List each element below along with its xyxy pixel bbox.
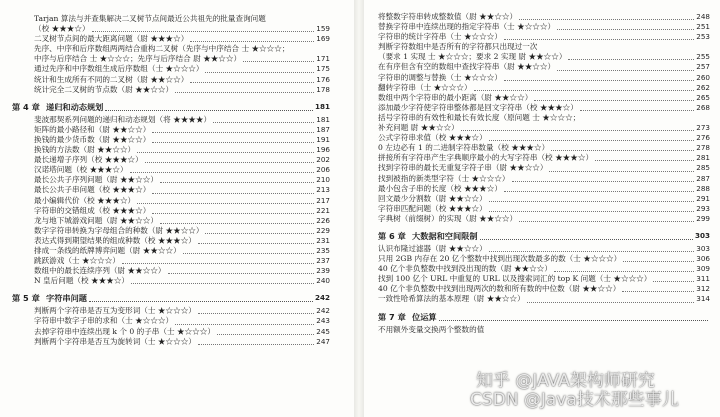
page-number: 311 — [696, 274, 710, 284]
toc-entry-title: 替换字符串中连续出现的指定字符串（士 ★☆☆☆） — [378, 22, 556, 32]
leader-dots — [137, 203, 314, 204]
leader-dots — [622, 291, 694, 292]
toc-entry — [12, 196, 330, 206]
page-number: 242 — [314, 293, 330, 303]
toc-entry-title: 统计完全二叉树的节点数（尉 ★★☆☆） — [34, 84, 174, 94]
page-number: 278 — [696, 143, 710, 153]
page-number: 176 — [316, 74, 330, 84]
toc-entry — [12, 236, 330, 246]
chapter-heading — [12, 99, 330, 113]
toc-entry — [378, 62, 710, 72]
watermark-line-2: CSDN @Java技术那些事儿 — [470, 390, 679, 410]
toc-entry — [378, 294, 710, 304]
leader-dots — [580, 110, 694, 111]
leader-dots — [160, 223, 314, 224]
toc-entry-title: Tarjan 算法与并查集解决二叉树节点间最近公共祖先的批量查询问题 — [34, 14, 266, 23]
leader-dots — [175, 324, 314, 325]
leader-dots — [461, 130, 695, 131]
page-number: 159 — [316, 24, 330, 34]
toc-entry-title: 数组中的最长连续序列（尉 ★★☆☆） — [34, 266, 166, 276]
toc-entry — [12, 115, 330, 125]
toc-entry — [378, 244, 710, 254]
page-number: 245 — [316, 326, 330, 336]
leader-dots — [504, 39, 694, 40]
toc-entry — [12, 327, 330, 337]
toc-entry-title: 判断字符数组中是否所有的字符都只出现过一次 — [378, 42, 538, 52]
leader-dots — [198, 313, 314, 314]
page-number: 273 — [696, 123, 710, 133]
toc-entry-title: 龙与地下城游戏问题（尉 ★★☆☆） — [34, 215, 158, 225]
leader-dots — [554, 271, 694, 272]
toc-entry-title: 字符串的统计字符串（士 ★☆☆☆） — [378, 32, 502, 42]
toc-entry-title: 最长公共子序列问题（尉 ★★☆☆） — [34, 175, 158, 185]
toc-entry-title: 表达式得到期望结果的组成种数（校 ★★★☆） — [34, 235, 196, 245]
toc-entry — [378, 184, 710, 194]
page-number: 293 — [696, 203, 710, 213]
toc-entry-title: 公式字符串求值（校 ★★★☆） — [378, 133, 487, 143]
page-number: 299 — [696, 213, 710, 223]
toc-entry — [12, 145, 330, 155]
toc-entry — [12, 185, 330, 195]
leader-dots — [152, 193, 314, 194]
chapter-number: 第 4 章 — [12, 101, 40, 112]
page-number: 257 — [696, 62, 710, 72]
right-page — [364, 0, 720, 417]
toc-entry — [378, 163, 710, 173]
leader-dots — [198, 243, 314, 244]
toc-entry — [378, 214, 710, 224]
book-gutter — [354, 0, 364, 417]
leader-dots — [504, 80, 694, 81]
toc-entry-title: 斐波那契系列问题的递归和动态规划（将 ★★★★） — [34, 114, 212, 124]
page-number: 191 — [316, 134, 330, 144]
toc-entry-title: 数字字符串转换为字母组合的种数（尉 ★★☆☆） — [34, 225, 204, 235]
leader-dots — [568, 59, 694, 60]
toc-entry-title: 矩阵的最小路径和（尉 ★★☆☆） — [34, 124, 151, 134]
page-number: 291 — [696, 193, 710, 203]
page-number: 303 — [696, 243, 710, 253]
toc-entry — [378, 274, 710, 284]
leader-dots — [519, 221, 694, 222]
toc-entry — [12, 135, 330, 145]
leader-dots — [489, 140, 695, 141]
leader-dots — [89, 301, 313, 302]
page-number: 253 — [696, 32, 710, 42]
toc-entry-title: 数组中两个字符串的最小距离（尉 ★★☆☆） — [378, 92, 533, 102]
leader-dots — [145, 162, 315, 163]
page-number: 265 — [696, 92, 710, 102]
page-number: 178 — [316, 84, 330, 94]
toc-entry — [378, 204, 710, 214]
page-number: 287 — [696, 173, 710, 183]
chapter-heading — [378, 309, 710, 323]
watermark — [470, 371, 679, 410]
page-number: 237 — [316, 256, 330, 266]
toc-entry-title: 字符串的调整与替换（士 ★☆☆☆） — [378, 72, 502, 82]
page-number: 187 — [316, 124, 330, 134]
leader-dots — [183, 253, 315, 254]
toc-entry — [378, 93, 710, 103]
toc-entry — [378, 12, 710, 22]
toc-entry-title: N 皇后问题（校 ★★★☆） — [34, 276, 130, 286]
toc-entry — [378, 73, 710, 83]
page-number: 210 — [316, 175, 330, 185]
toc-entry — [12, 64, 330, 74]
chapter-number: 第 7 章 — [378, 311, 406, 322]
toc-entry — [12, 34, 330, 44]
toc-entry-title: 先序、中序和后序数组两两结合重构二叉树（先序与中序结合 士 ★☆☆☆； — [34, 44, 290, 54]
toc-entry-title: 找到被指的新类型字符（士 ★☆☆☆） — [378, 173, 510, 183]
toc-entry-title: 翻转字符串（士 ★☆☆☆） — [378, 82, 472, 92]
toc-entry — [378, 133, 710, 143]
toc-entry — [12, 256, 330, 266]
leader-dots — [653, 281, 694, 282]
leader-dots — [534, 100, 694, 101]
leader-dots — [217, 334, 314, 335]
toc-entry — [378, 174, 710, 184]
toc-entry-title: 将整数字符串转成整数值（尉 ★★☆☆） — [378, 12, 518, 21]
toc-entry-title: 字典树（前缀树）的实现（尉 ★★☆☆） — [378, 213, 518, 223]
leader-dots — [131, 283, 314, 284]
page-number: 262 — [696, 82, 710, 92]
toc-entry-title: 判断两个字符串是否互为旋转词（士 ★☆☆☆） — [34, 336, 196, 346]
leader-dots — [504, 191, 694, 192]
chapter-heading — [378, 228, 710, 242]
page-number: 285 — [696, 163, 710, 173]
page-number: 314 — [696, 294, 710, 304]
toc-entry — [378, 264, 710, 274]
page-number: 229 — [316, 225, 330, 235]
chapter-title: 大数据和空间限制 — [412, 230, 478, 241]
toc-entry-title: 字符串匹配问题（校 ★★★☆） — [378, 203, 487, 213]
page-number: 242 — [316, 306, 330, 316]
page-number: 312 — [696, 284, 710, 294]
leader-dots — [122, 263, 314, 264]
page-number: 247 — [316, 336, 330, 346]
toc-entry-title: 通过先序和中序数组生成后序数组（士 ★☆☆☆） — [34, 64, 204, 74]
toc-entry-title: 换钱的最少货币数（尉 ★★☆☆） — [34, 134, 151, 144]
toc-entry — [378, 22, 710, 32]
leader-dots — [152, 132, 314, 133]
toc-entry — [12, 165, 330, 175]
leader-dots — [519, 19, 694, 20]
toc-entry-continuation — [378, 52, 710, 62]
page-number: 306 — [696, 254, 710, 264]
leader-dots — [168, 273, 315, 274]
toc-entry-title: 0 左边必有 1 的二进制字符串数量（校 ★★★☆） — [378, 143, 550, 153]
toc-entry-title: 不用额外变量交换两个整数的值 — [378, 324, 485, 334]
chapter-number: 第 5 章 — [12, 293, 40, 304]
toc-entry — [378, 42, 710, 52]
chapter-number: 第 6 章 — [378, 230, 406, 241]
leader-dots — [152, 142, 314, 143]
toc-entry — [378, 143, 710, 153]
toc-entry-title: 找到字符串的最长无重复字符子串（尉 ★★☆☆） — [378, 163, 548, 173]
leader-dots — [175, 92, 314, 93]
leader-dots — [439, 320, 708, 321]
toc-entry-title: （校 ★★★☆） — [34, 24, 90, 34]
toc-entry-title: 排成一条线的纸牌博弈问题（尉 ★★☆☆） — [34, 245, 181, 255]
chapter-title: 位运算 — [412, 311, 437, 322]
toc-entry-title: 最长递增子序列（校 ★★★☆） — [34, 155, 143, 165]
page-number: 239 — [316, 266, 330, 276]
toc-entry-continuation — [12, 24, 330, 34]
page-number: 226 — [316, 215, 330, 225]
toc-entry-title: 添加最少字符使字符串整体都是回文字符串（校 ★★★☆） — [378, 102, 578, 112]
toc-entry-title: 40 亿个非负整数中找到出现两次的数和所有数的中位数（尉 ★★☆☆） — [378, 284, 621, 294]
toc-entry-title: 最小编辑代价（校 ★★★☆） — [34, 195, 136, 205]
toc-entry — [12, 226, 330, 236]
toc-entry-title: 在有序但含有空的数组中查找字符串（尉 ★★☆☆） — [378, 62, 556, 72]
leader-dots — [557, 29, 694, 30]
watermark-line-1: 知乎 @JAVA架构师研究 — [476, 371, 655, 391]
toc-entry — [12, 125, 330, 135]
leader-dots — [190, 82, 314, 83]
toc-entry — [12, 206, 330, 216]
toc-entry — [12, 266, 330, 276]
page-number: 251 — [696, 22, 710, 32]
toc-entry — [12, 155, 330, 165]
leader-dots — [160, 182, 314, 183]
page-number: 171 — [316, 54, 330, 64]
page-number: 276 — [696, 133, 710, 143]
toc-entry-title: 中序与后序结合 士 ★☆☆☆；先序与后序结合 尉 ★★☆☆） — [34, 54, 242, 64]
toc-entry-title: 回文最少分割数（尉 ★★☆☆） — [378, 193, 487, 203]
leader-dots — [474, 90, 695, 91]
page-number: 169 — [316, 34, 330, 44]
toc-entry-title: 找到 100 亿个 URL 中重复的 URL 以及搜索词汇的 top K 问题（士 ★☆☆☆） — [378, 274, 652, 284]
leader-dots — [623, 261, 694, 262]
toc-entry-title: 判断两个字符串是否互为变形词（士 ★☆☆☆） — [34, 306, 196, 316]
toc-entry-title: 二叉树节点间的最大距离问题（尉 ★★★☆） — [34, 34, 189, 44]
toc-entry — [12, 316, 330, 326]
leader-dots — [489, 201, 695, 202]
leader-dots — [152, 213, 314, 214]
toc-entry-continuation — [378, 123, 710, 133]
toc-entry-title: 补充问题 尉 ★★☆☆） — [378, 123, 459, 133]
toc-entry — [12, 216, 330, 226]
toc-entry-title: 最小包含子串的长度（校 ★★★☆） — [378, 183, 502, 193]
toc-entry — [12, 14, 330, 24]
toc-entry-title: 拼接所有字符串产生字典顺序最小的大写字符串（校 ★★★☆） — [378, 153, 594, 163]
toc-entry — [378, 284, 710, 294]
page-number: 181 — [314, 101, 330, 111]
page-number: 202 — [316, 155, 330, 165]
toc-entry-title: （要求 1 实现 士 ★☆☆☆；要求 2 实现 尉 ★★☆☆） — [378, 52, 567, 62]
toc-entry — [378, 194, 710, 204]
leader-dots — [130, 172, 315, 173]
toc-entry — [378, 254, 710, 264]
page-number: 303 — [694, 230, 710, 240]
toc-entry — [378, 32, 710, 42]
toc-entry-title: 换钱的方法数（尉 ★★☆☆） — [34, 145, 136, 155]
leader-dots — [243, 61, 314, 62]
leader-dots — [480, 239, 693, 240]
page-number: 221 — [316, 205, 330, 215]
page-number: 206 — [316, 165, 330, 175]
toc-entry — [12, 337, 330, 347]
leader-dots — [105, 110, 313, 111]
page-number: 240 — [316, 276, 330, 286]
page-number: 235 — [316, 245, 330, 255]
page-number: 217 — [316, 195, 330, 205]
leader-dots — [489, 251, 695, 252]
leader-dots — [137, 152, 314, 153]
page-number: 243 — [316, 316, 330, 326]
toc-entry — [12, 75, 330, 85]
toc-entry — [378, 153, 710, 163]
leader-dots — [190, 41, 314, 42]
page-number: 175 — [316, 64, 330, 74]
leader-dots — [551, 150, 694, 151]
toc-entry-title: 40 亿个非负整数中找到没出现的数（尉 ★★☆☆） — [378, 264, 552, 274]
toc-entry — [12, 175, 330, 185]
page-number: 268 — [696, 102, 710, 112]
leader-dots — [213, 122, 314, 123]
toc-entry — [12, 85, 330, 95]
toc-entry-title: 字符串中数字子串的求和（士 ★☆☆☆） — [34, 316, 174, 326]
leader-dots — [549, 171, 694, 172]
toc-entry-title: 字符串的交错组成（校 ★★★☆） — [34, 205, 151, 215]
page-number: 196 — [316, 145, 330, 155]
toc-entry — [12, 306, 330, 316]
toc-entry-title: 汉诺塔问题（校 ★★★☆） — [34, 165, 128, 175]
page-number: 281 — [696, 153, 710, 163]
page-number: 248 — [696, 12, 710, 21]
toc-entry-title: 只用 2GB 内存在 20 亿个整数中找到出现次数最多的数（士 ★☆☆☆） — [378, 254, 622, 264]
leader-dots — [527, 302, 695, 303]
page-number: 288 — [696, 183, 710, 193]
toc-entry-title: 最长公共子串问题（校 ★★★☆） — [34, 185, 151, 195]
leader-dots — [557, 70, 694, 71]
toc-entry-title: 跳跃游戏（士 ★☆☆☆） — [34, 256, 120, 266]
leader-dots — [489, 211, 695, 212]
leader-dots — [205, 72, 314, 73]
toc-entry-continuation — [12, 54, 330, 64]
page-number: 255 — [696, 52, 710, 62]
page-number: 260 — [696, 72, 710, 82]
toc-entry — [378, 103, 710, 113]
toc-entry — [12, 246, 330, 256]
toc-entry — [378, 83, 710, 93]
toc-entry — [12, 276, 330, 286]
page-number: 309 — [696, 264, 710, 274]
toc-entry-title: 一致性哈希算法的基本原理（尉 ★★☆☆） — [378, 294, 525, 304]
chapter-title: 递归和动态规划 — [46, 101, 104, 112]
leader-dots — [512, 181, 695, 182]
leader-dots — [92, 31, 315, 32]
leader-dots — [198, 344, 314, 345]
leader-dots — [205, 233, 314, 234]
toc-entry — [378, 113, 710, 123]
toc-entry-title: 统计和生成所有不同的二叉树（尉 ★★☆☆） — [34, 74, 189, 84]
chapter-title: 字符串问题 — [46, 293, 87, 304]
toc-entry-title: 括号字符串的有效性和最长有效长度（原问题 士 ★☆☆☆； — [378, 112, 581, 122]
toc-entry — [12, 44, 330, 54]
toc-entry-title: 认识布隆过滤器（尉 ★★☆☆） — [378, 243, 487, 253]
page-number: 213 — [316, 185, 330, 195]
toc-entry — [378, 325, 710, 335]
left-page — [0, 0, 356, 417]
leader-dots — [595, 160, 694, 161]
page-number: 181 — [316, 114, 330, 124]
toc-entry-title: 去掉字符串中连续出现 k 个 0 的子串（士 ★☆☆☆） — [34, 326, 215, 336]
chapter-heading — [12, 290, 330, 304]
page-number: 231 — [316, 235, 330, 245]
